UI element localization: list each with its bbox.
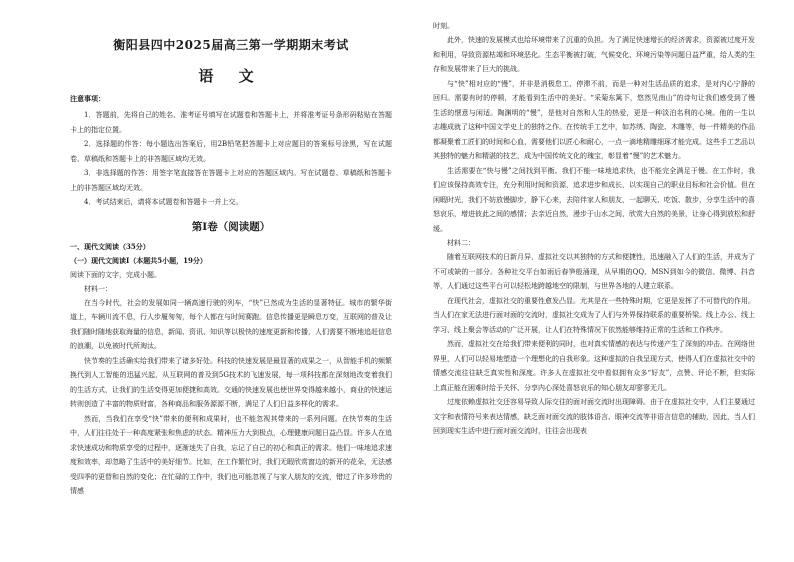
notes-heading: 注意事项： — [70, 94, 105, 103]
material-label: 材料一： — [84, 284, 112, 293]
material-label: 材料二： — [447, 239, 475, 247]
body-paragraph: 过度依赖虚拟社交还容易导致人际交往的面对面交流时出现障碍。由于在虚拟社交中，人们主要通过文字和表情符号来表达情感，缺乏面对面交流的肢体语言、眼神交流等非语言信息的辅助，因此，当人们回到现实生活中进行面对面交流时，往往会出现表 — [433, 398, 755, 435]
body-paragraph: 此外，快速的发展模式也给环境带来了沉重的负担。为了满足快速增长的经济需求，资源被过度开发和利用，导致资源枯竭和环境恶化。生态平衡被打破，气候变化、环境污染等问题日益严重，给人类的生存和发展带来了巨大的挑战。 — [433, 36, 755, 73]
body-paragraph: 随着互联网技术的日新月异，虚拟社交以其独特的方式和便捷性，迅速融入了人们的生活，并成为了不可或缺的一部分。各种社交平台如雨后春笋般涌现，从早期的QQ、MSN到如今的微信、微博、抖音等，人们通过这些平台可以轻松地跨越地空的限制，与世界各地的人建立联系。 — [433, 253, 755, 290]
body-paragraph: 在现代社会，虚拟社交的重要性愈发凸显。尤其是在一些特殊时期，它更是发挥了不可替代的作用。当人们在家无法进行面对面的交流时，虚拟社交成为了人们与外界保持联系的重要桥梁。线上办公、线上学习、线上聚会等活动的广泛开展，让人们在特殊情况下依然能够维持正常的生活和工作秩序。 — [433, 296, 755, 334]
left-column — [70, 0, 392, 562]
part-heading: 一、现代文阅读（35分） — [70, 241, 150, 251]
body-paragraph: 与“快”相对应的“慢”，并非是消极怠工、停滞不前，而是一种对生活品质的追求，是对内心宁静的回归。需要有时的停顿，才能看到生活中的美好。“采菊东篱下，悠然见南山”的诗句让我们感受到了慢生活的惬意与闲适。陶渊明的“慢”，是他对自然和人生的热爱，更是一种淡泊名利的心境。他的一生以志趣成就了这种中国文学史上的独特之作。在传统手工艺中，如苏绣、陶瓷、木雕等，每一件精美的作品都凝聚着工匠们的时间和心血，需要他们以匠心和耐心，一点一滴地精雕细琢才能完成。这些手工艺品以其独特的魅力和精湛的技艺，成为中国传统文化的瑰宝，彰显着“慢”的艺术魅力。 — [433, 79, 755, 160]
body-paragraph: 然而，当我们在享受“快”带来的便利和成果时，也不能忽视其带来的一系列问题。在快节奏的生活中，人们往往处于一种高度紧张和焦虑的状态。精神压力大到极点，心理健康问题日益凸显。许多人在追求快速成功和物质享受的过程中，逐渐迷失了自我，忘记了自己的初心和真正的需求。他们一味地追求速度和效率，却忽略了生活中的美好细节。比如，在工作繁忙时，我们无暇欣赏窗边的新开的花朵，无法感受四季的更替和自然的变化；在忙碌的工作中，我们也可能忽视了与家人朋友的交流，错过了许多珍贵的情感 — [70, 414, 392, 495]
body-paragraph: 生活需要在“快与慢”之间找到平衡。我们不能一味地追求快，也不能完全满足于慢。在工作时，我们应该保持高效专注，充分利用时间和资源，追求进步和成长，以实现自己的职业目标和社会价值。但在闲暇时光，我们不妨放慢脚步，静下心来，去陪伴家人和朋友，一起聊天、吃饭、散步，分享生活中的喜怒哀乐，增进彼此之间的感情；去亲近自然，漫步于山水之间，欣赏大自然的美景，让身心得到放松和舒缓。 — [433, 166, 755, 233]
body-paragraph: 在当今时代，社会的发展如同一辆高速行驶的列车，“快”已然成为生活的显著特征。城市的繁华街道上，车辆川流不息，行人步履匆匆，每个人都在与时间赛跑。信息传播更是瞬息万变，互联网的普及让我们随时随地获取海量的信息，新闻、资讯、知识等以极快的速度更新和传播，人们需要不断地追赶信息的浪潮，以免被时代所淘汰。 — [70, 298, 392, 350]
subpart-heading: （一）现代文阅读Ⅰ（本题共5小题，19分） — [70, 255, 207, 265]
reading-instruction: 阅读下面的文字，完成小题。 — [70, 270, 161, 279]
note-item: 1．答题前，先将自己的姓名、准考证号填写在试题卷和答题卡上，并将准考证号条形码粘贴在答题卡上的指定位置。 — [70, 111, 392, 134]
body-paragraph-continued: 时刻。 — [433, 22, 454, 30]
exam-title: 衡阳县四中2025届高三第一学期期末考试 — [113, 38, 349, 52]
right-column — [433, 0, 755, 562]
subject-title: 语 文 — [198, 67, 264, 85]
body-paragraph: 然而，虚拟社交在给我们带来便利的同时，也对真实情感的表达与传递产生了深刻的冲击。在网络世界里，人们可以轻易地塑造一个理想化的自我形象。这种虚拟的自我呈现方式，使得人们在虚拟社交中的情感交流往往缺乏真实性和深度。许多人在虚拟社交中看似拥有众多“好友”，点赞、评论不断，但实际上真正能在困难时给予关怀、分享内心深处喜怒哀乐的知心朋友却寥寥无几。 — [433, 340, 755, 392]
body-paragraph: 快节奏的生活确实给我们带来了诸多好处。科技的快速发展是最显著的成果之一，从智能手机的频繁换代到人工智能的迅猛兴起，从互联网的普及到5G技术的飞速发展，每一项科技都在深刻地改变着我们的生活方式，让我们的生活变得更加便捷和高效。交通的快速发展也使世界变得越来越小，商业的快速运转则创造了丰富的物质财富，各种商品和服务源源不断，满足了人们日益多样化的需求。 — [70, 356, 392, 408]
note-item: 4．考试结束后，请将本试题卷和答题卡一并上交。 — [84, 198, 243, 206]
note-item: 3．非选择题的作答：用签字笔直接答在答题卡上对应的答题区域内。写在试题卷、草稿纸和答题卡上的非答题区域均无效。 — [70, 169, 392, 192]
section-title: 第Ⅰ卷（阅读题） — [191, 220, 271, 233]
note-item: 2．选择题的作答：每小题选出答案后，用2B铅笔把答题卡上对应题目的答案标号涂黑，写在试题卷、草稿纸和答题卡上的非答题区域均无效。 — [70, 140, 392, 163]
